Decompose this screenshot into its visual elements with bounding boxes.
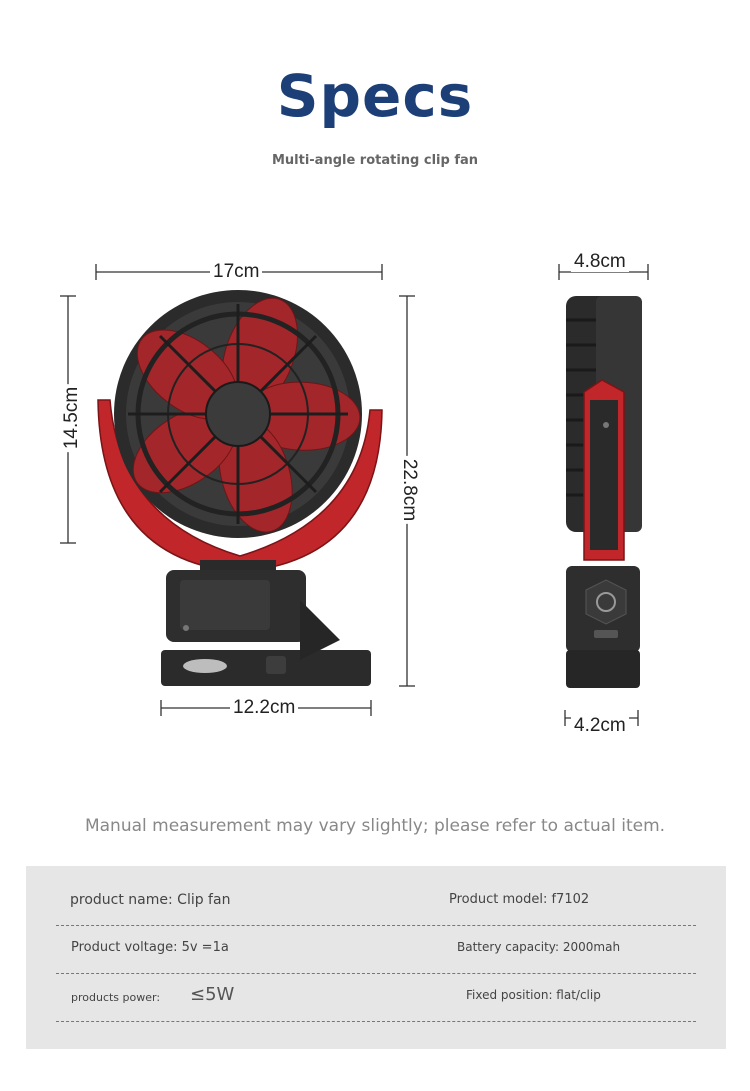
side-fan-view [566,296,642,688]
dimension-front-width: 17cm [210,262,262,282]
dimension-fan-height: 14.5cm [62,384,82,452]
spec-row [56,878,696,926]
spec-row [56,926,696,974]
spec-voltage: Product voltage: 5v =1a [71,940,229,955]
page-subtitle: Multi-angle rotating clip fan [271,153,479,168]
page-title: Specs [276,62,474,130]
front-fan-view [98,288,382,686]
dimension-total-height: 22.8cm [399,456,419,524]
dimension-base-width: 12.2cm [230,698,298,718]
spec-power-value: ≤5W [190,984,235,1005]
spec-battery: Battery capacity: 2000mah [457,940,621,954]
spec-position: Fixed position: flat/clip [466,988,601,1002]
measurement-note: Manual measurement may vary slightly; please refer to actual item. [84,816,666,836]
spec-table [26,866,726,1049]
spec-product-name: product name: Clip fan [70,892,231,908]
spec-row [56,974,696,1022]
dimension-side-top-depth: 4.8cm [571,252,629,272]
dimension-side-bottom-depth: 4.2cm [571,716,629,736]
spec-product-model: Product model: f7102 [449,892,590,907]
spec-power-label: products power: [71,991,161,1004]
